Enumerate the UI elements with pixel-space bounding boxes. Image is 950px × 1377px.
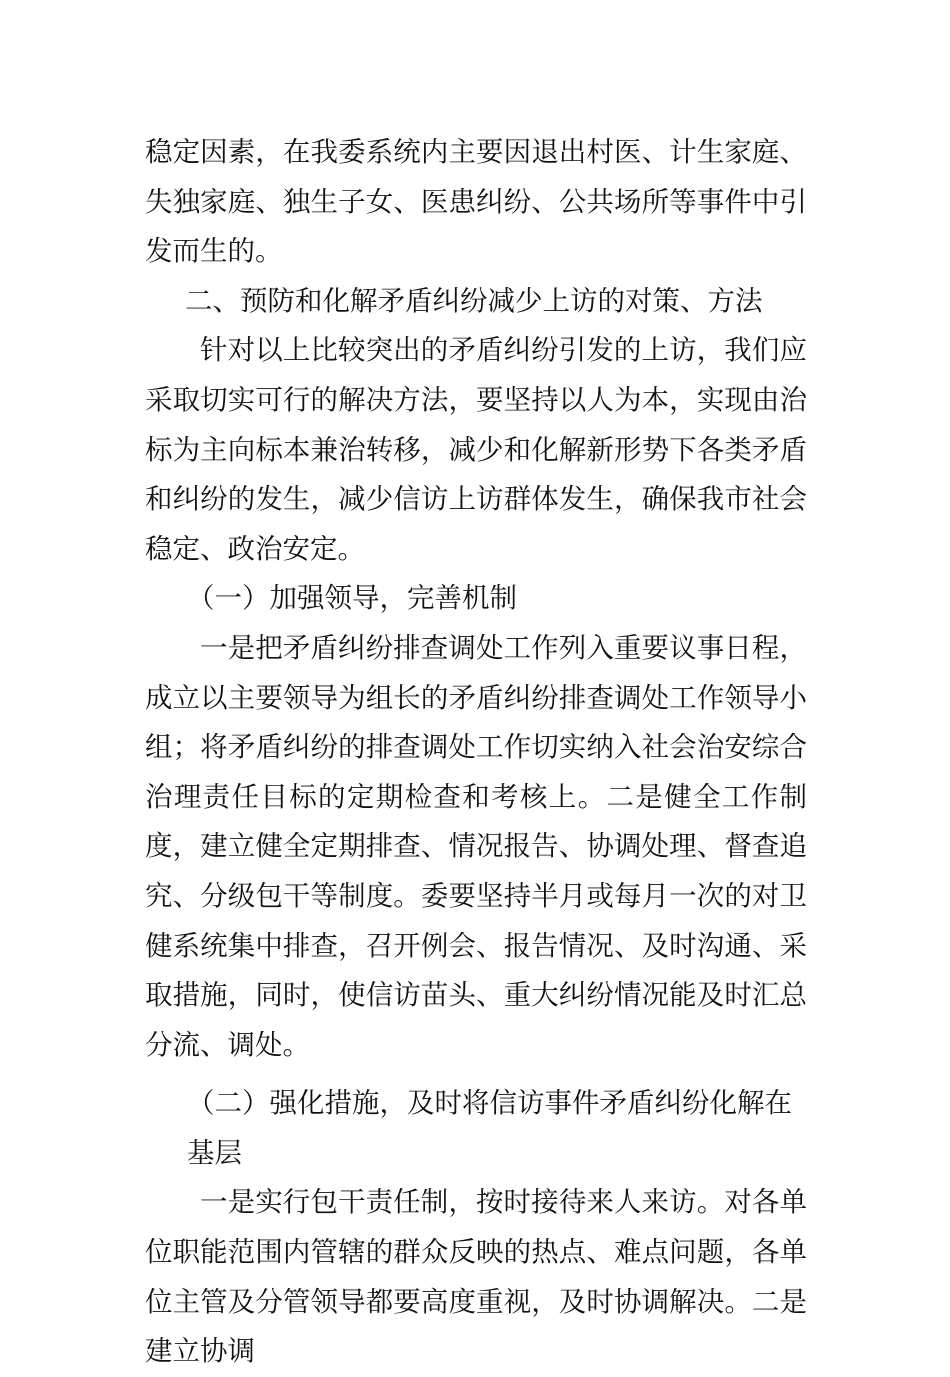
paragraph-measures: 一是实行包干责任制，按时接待来人来访。对各单位职能范围内管辖的群众反映的热点、难点问题，各单位主管及分管领导都要高度重视，及时协调解决。二是建立协调 (145, 1186, 807, 1368)
section-heading-countermeasures: 二、预防和化解矛盾纠纷减少上访的对策、方法 (185, 284, 763, 317)
document-page (145, 128, 807, 1377)
paragraph-countermeasures-intro: 针对以上比较突出的矛盾纠纷引发的上访，我们应采取切实可行的解决方法，要坚持以人为本，实现由治标为主向标本兼治转移，减少和化解新形势下各类矛盾和纠纷的发生，减少信访上访群体发生，确保我市社会稳定、政治安定。 (145, 334, 807, 565)
paragraph-stability-factors: 稳定因素，在我委系统内主要因退出村医、计生家庭、失独家庭、独生子女、医患纠纷、公共场所等事件中引发而生的。 (145, 136, 807, 268)
subsection-heading-leadership: （一）加强领导，完善机制 (187, 582, 517, 615)
paragraph-leadership-mechanism: 一是把矛盾纠纷排查调处工作列入重要议事日程，成立以主要领导为组长的矛盾纠纷排查调处工作领导小组；将矛盾纠纷的排查调处工作切实纳入社会治安综合治理责任目标的定期检查和考核上。二是健全工作制度，建立健全定期排查、情况报告、协调处理、督查追究、分级包干等制度。委要坚持半月或每月一次的对卫健系统集中排查，召开例会、报告情况、及时沟通、采取措施，同时，使信访苗头、重大纠纷情况能及时汇总分流、调处。 (145, 631, 807, 1061)
subsection-heading-measures: （二）强化措施，及时将信访事件矛盾纠纷化解在基层 (187, 1087, 792, 1169)
